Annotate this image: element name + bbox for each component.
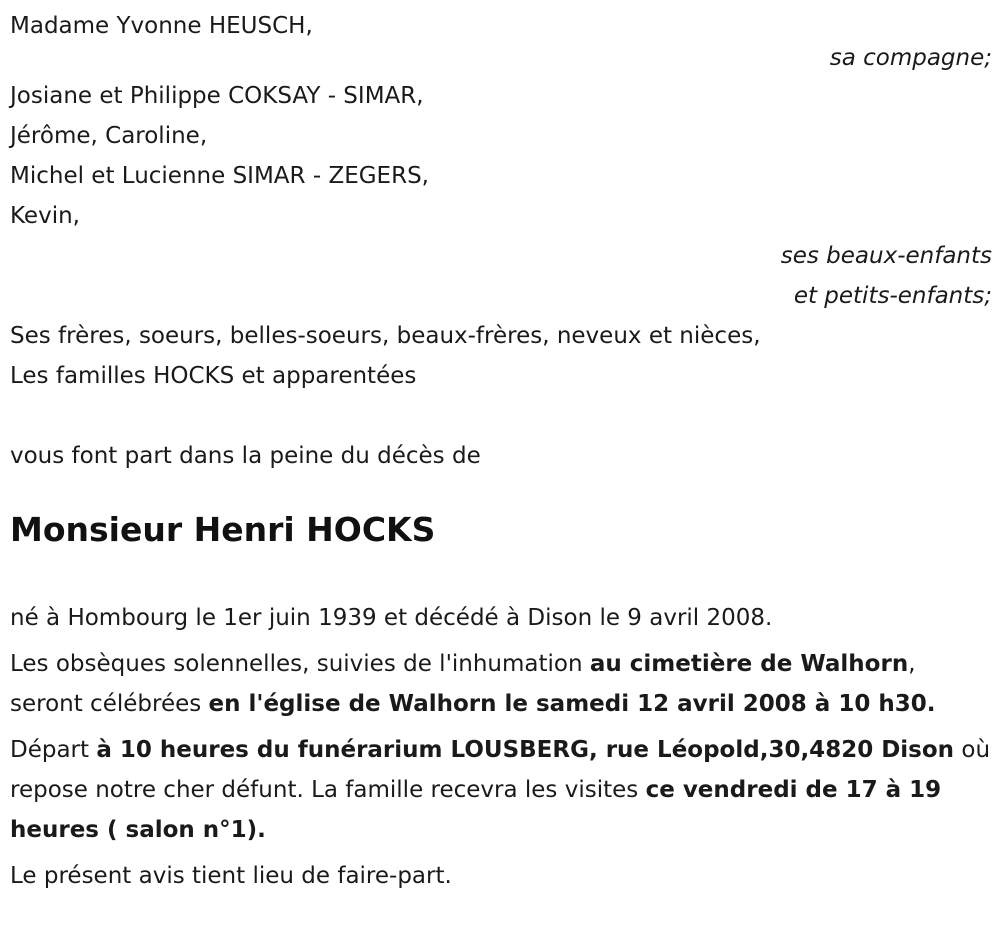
stepchildren-line: Jérôme, Caroline, xyxy=(10,123,208,149)
departure-paragraph xyxy=(10,730,992,850)
funeral-home-info: à 10 heures du funérarium LOUSBERG, rue Léopold,30,4820 Dison xyxy=(96,737,955,763)
relatives-list xyxy=(10,316,992,396)
companion-role: sa compagne; xyxy=(829,45,992,71)
funeral-text: , seront célébrées xyxy=(10,651,916,717)
obituary-notice xyxy=(10,6,992,902)
relatives-line: Les familles HOCKS et apparentées xyxy=(10,363,417,389)
relatives-line: Ses frères, soeurs, belles-soeurs, beaux-frères, neveux et nièces, xyxy=(10,323,761,349)
stepchildren-line: Josiane et Philippe COKSAY - SIMAR, xyxy=(10,83,424,109)
funeral-paragraph xyxy=(10,644,992,724)
closing-line: Le présent avis tient lieu de faire-part. xyxy=(10,863,452,889)
departure-text: Départ xyxy=(10,737,97,763)
stepchildren-line: Michel et Lucienne SIMAR - ZEGERS, xyxy=(10,163,429,189)
companion-name: Madame Yvonne HEUSCH, xyxy=(10,13,313,39)
stepchildren-list xyxy=(10,76,992,236)
cemetery-info: au cimetière de Walhorn xyxy=(589,651,909,677)
spacer xyxy=(10,396,992,436)
stepchildren-line: Kevin, xyxy=(10,203,80,229)
departure-text: où repose notre cher défunt. La famille recevra les visites xyxy=(10,737,991,803)
funeral-text: Les obsèques solennelles, suivies de l'inhumation xyxy=(10,651,590,677)
announcement-intro: vous font part dans la peine du décès de xyxy=(10,443,481,469)
birth-death-line: né à Hombourg le 1er juin 1939 et décédé à Dison le 9 avril 2008. xyxy=(10,605,773,631)
stepchildren-role-line2: et petits-enfants; xyxy=(793,283,992,309)
deceased-name: Monsieur Henri HOCKS xyxy=(10,510,436,549)
visiting-hours: ce vendredi de 17 à 19 heures ( salon n°1). xyxy=(10,777,942,843)
church-info: en l'église de Walhorn le samedi 12 avril 2008 à 10 h30. xyxy=(208,691,936,717)
stepchildren-role-line1: ses beaux-enfants xyxy=(780,243,992,269)
